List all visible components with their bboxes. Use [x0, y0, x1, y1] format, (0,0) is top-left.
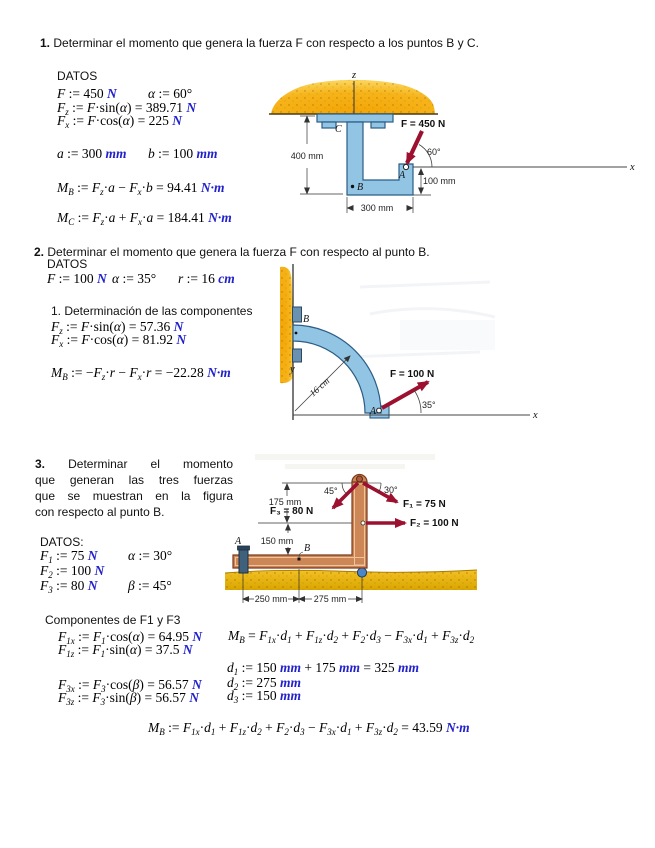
problem3-statement-line2: que generan las tres fuerzas [35, 473, 233, 487]
eq-p2-alpha: α := 35° [112, 271, 157, 286]
figure-3 [225, 452, 477, 614]
problem1-datos-label: DATOS [57, 69, 98, 83]
force-label: F = 450 N [401, 119, 446, 130]
eq-p1-mc: $M_C$ := $F_z\cdot a + F_x\cdot a = 184.41$ N·m [57, 210, 232, 227]
eq-p3-f1: $F_1$ := 75 N [40, 548, 98, 565]
point-a-label: A [235, 536, 242, 547]
force-f2-label: F₂ = 100 N [410, 518, 459, 529]
eq-p3-d1: $d_1$ := 150 mm + 175 mm = 325 mm [227, 660, 420, 677]
point-a-label: A [369, 406, 376, 417]
force-f2 [361, 518, 459, 529]
problem2-datos-label: DATOS [47, 257, 88, 271]
eq-p3-mb-result: $M_B$ := $F_{1x}\cdot d_1 + F_{1z}\cdot d_2 + F_2\cdot d_3 - F_{3x}\cdot d_1 + F_{3z}\cdot d_2 = 43.59$ N·m [148, 720, 470, 737]
force-f3-label: F₃ = 80 N [270, 506, 314, 517]
y-axis-label: y [290, 364, 295, 375]
point-b-label: B [303, 314, 310, 325]
eq-p1-f: F := 450 N [57, 86, 117, 101]
eq-p2-mb: $M_B$ := $-F_z\cdot r - F_x\cdot r = -22.28$ N·m [51, 365, 231, 382]
eq-p3-f1x: $F_{1x}$ := $F_1\cdot\cos(\alpha) = 64.95$ N [58, 629, 203, 646]
eq-p2-f: F := 100 N [47, 271, 107, 286]
eq-p1-b: b := 100 mm [148, 146, 218, 161]
eq-p2-fx: $F_x$ := F·cos(α) = 81.92 N [51, 332, 187, 349]
problem1-number: 1. [40, 36, 51, 50]
eq-p1-alpha: α := 60° [148, 86, 193, 101]
components-title: Componentes de F1 y F3 [45, 613, 181, 627]
problem2-title-text: Determinar el momento que genera la fuerza F con respecto al punto B. [47, 245, 430, 259]
problem2-title [34, 245, 430, 259]
angle-30-label: 30° [384, 485, 398, 495]
point-b-dot [295, 332, 298, 335]
eq-p1-fx: $F_x$ := F·cos(α) = 225 N [57, 113, 182, 130]
problem1-title-text: Determinar el momento que genera la fuerza F con respecto a los puntos B y C. [53, 36, 479, 50]
point-b-dot [351, 185, 354, 188]
force-f1 [363, 483, 446, 510]
eq-p3-d2: $d_2$ := 275 mm [227, 675, 302, 692]
eq-p2-fz: $F_z$ := F·sin(α) = 57.36 N [51, 319, 184, 336]
figure-2 [280, 262, 542, 440]
dim-175mm: 175 mm [268, 497, 302, 507]
eq-p1-mb: $M_B$ := $F_z\cdot a - F_x\cdot b = 94.41$ N·m [57, 180, 225, 197]
point-b-dot [298, 558, 301, 561]
point-a-pin [403, 164, 408, 169]
problem3-datos-label: DATOS: [40, 535, 84, 549]
problem3-statement-line1 [35, 457, 233, 473]
x-axis-label: x [533, 410, 538, 421]
dim-400mm: 400 mm [290, 151, 324, 161]
force-f1-label: F₁ = 75 N [403, 499, 446, 510]
force-label: F = 100 N [390, 369, 435, 380]
eq-p3-f2: $F_2$ := 100 N [40, 563, 105, 580]
angle-label: 60° [427, 147, 441, 157]
problem2-number: 2. [34, 245, 45, 259]
dim-275mm: 275 mm [313, 594, 347, 604]
dim-100mm: 100 mm [423, 176, 456, 186]
dim-300mm: 300 mm [360, 203, 394, 213]
problem3-statement-line4: con respecto al punto B. [35, 505, 165, 519]
eq-p1-fz: $F_z$ := F·sin(α) = 389.71 N [57, 100, 197, 117]
point-c-label: C [335, 124, 342, 135]
force-arrow [382, 369, 436, 413]
page-bleedthrough [255, 454, 435, 469]
eq-p3-f1z: $F_{1z}$ := $F_1\cdot\sin(\alpha) = 37.5$ N [58, 642, 193, 659]
problem1-title [40, 36, 479, 50]
support-a [238, 546, 250, 573]
angle-label: 35° [422, 400, 436, 410]
eq-p1-a: a := 300 mm [57, 146, 127, 161]
eq-p3-f3: $F_3$ := 80 N [40, 578, 98, 595]
problem3-number: 3. [35, 457, 46, 471]
radius-label: 16 cm [308, 376, 333, 400]
eq-p3-alpha: α := 30° [128, 548, 173, 563]
z-axis-label: z [351, 70, 357, 81]
eq-p3-d3: $d_3$ := 150 mm [227, 688, 302, 705]
eq-p3-mb-general: $M_B = F_{1x}\cdot d_1 + F_{1z}\cdot d_2 + F_2\cdot d_3 - F_{3x}\cdot d_1 + F_{3z}\cdot d_2$ [228, 628, 475, 645]
roller-support [357, 568, 366, 577]
ground [225, 570, 477, 590]
problem3-line1-text: Determinar el momento [68, 457, 233, 471]
problem2-subtitle: 1. Determinación de las componentes [51, 304, 253, 318]
point-b-label: B [357, 182, 364, 193]
eq-p3-f3z: $F_{3z}$ := $F_3\cdot\sin(\beta) = 56.57$ N [58, 690, 199, 707]
force-arrow [401, 119, 445, 167]
wall [280, 264, 293, 420]
point-a-pin [377, 408, 382, 413]
angle-45-label: 45° [324, 486, 338, 496]
problem3-statement-line3: que se muestran en la figura [35, 489, 233, 503]
top-pin [357, 476, 363, 482]
bleed-band [400, 320, 495, 350]
x-axis-label: x [630, 162, 635, 173]
eq-p3-beta: β := 45° [128, 578, 172, 593]
eq-p2-r: r := 16 cm [178, 271, 235, 286]
point-a-label: A [399, 170, 406, 181]
dim-150mm: 150 mm [260, 536, 294, 546]
figure-1 [255, 68, 640, 218]
bracket-member [317, 114, 413, 195]
eq-p3-f3x: $F_{3x}$ := $F_3\cdot\cos(\beta) = 56.57$ N [58, 677, 202, 694]
dim-250mm: 250 mm [254, 594, 288, 604]
point-b-label: B [304, 543, 311, 554]
